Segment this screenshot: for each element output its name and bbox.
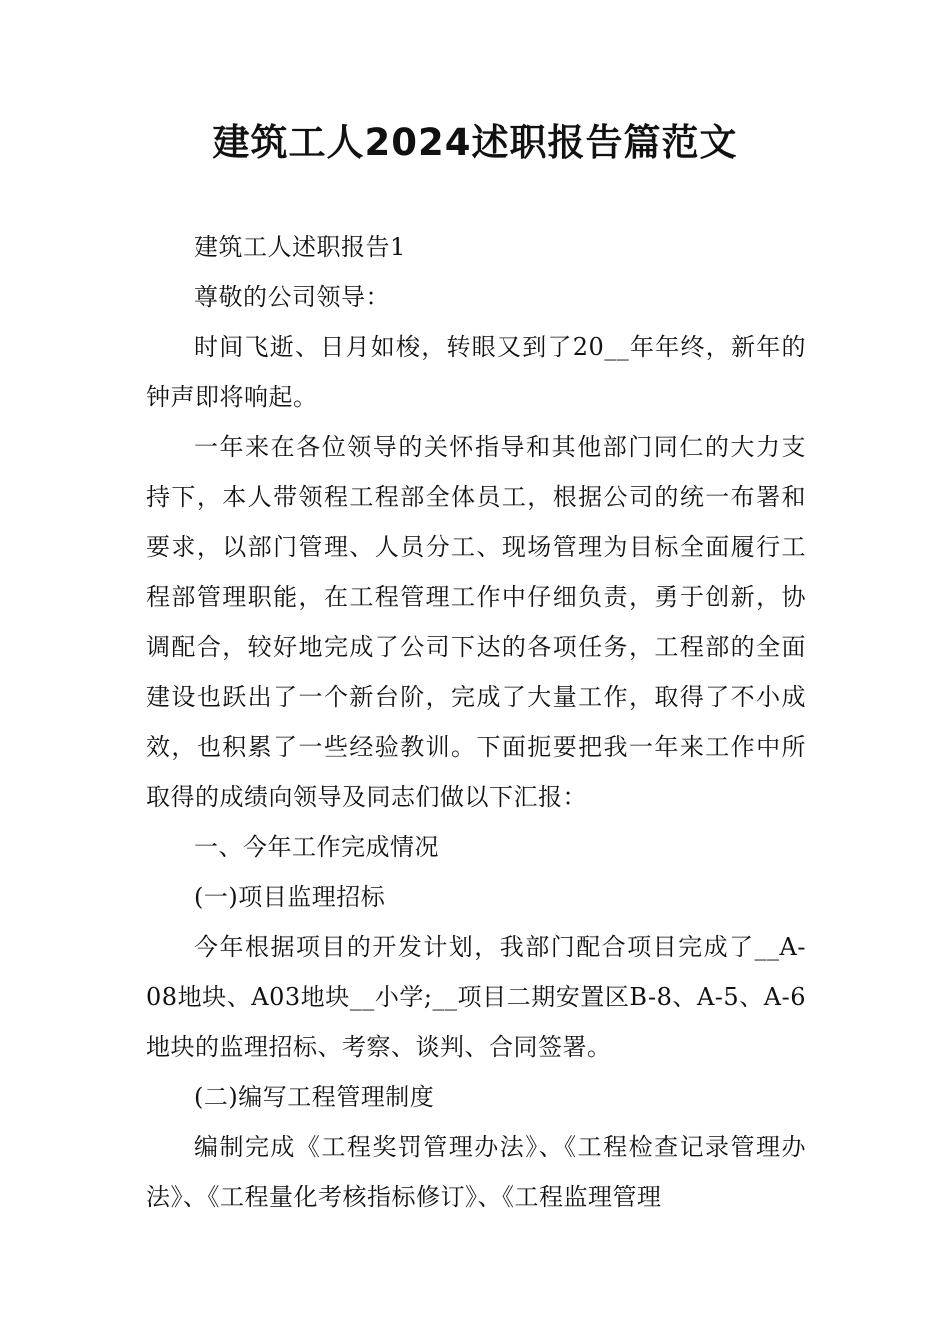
body-paragraph: 时间飞逝、日月如梭，转眼又到了20__年年终，新年的钟声即将响起。 (146, 333, 806, 411)
body-paragraph: 一年来在各位领导的关怀指导和其他部门同仁的大力支持下，本人带领程工程部全体员工，根据公司的统一布署和要求，以部门管理、人员分工、现场管理为目标全面履行工程部管理职能，在工程管理工作中仔细负责，勇于创新，协调配合，较好地完成了公司下达的各项任务，工程部的全面建设也跃出了一个新台阶，完成了大量工作，取得了不小成效，也积累了一些经验教训。下面扼要把我一年来工作中所取得的成绩向领导及同志们做以下汇报： (146, 433, 806, 811)
document-title: 建筑工人2024述职报告篇范文 (212, 121, 738, 164)
report-subtitle: 建筑工人述职报告1 (194, 233, 406, 261)
subsection-heading: (二)编写工程管理制度 (194, 1083, 435, 1111)
document-body (146, 222, 806, 1222)
body-paragraph: 今年根据项目的开发计划，我部门配合项目完成了__A-08地块、A03地块__小学;__项目二期安置区B-8、A-5、A-6地块的监理招标、考察、谈判、合同签署。 (146, 933, 806, 1061)
body-paragraph: 编制完成《工程奖罚管理办法》、《工程检查记录管理办法》、《工程量化考核指标修订》、《工程监理管理 (146, 1133, 806, 1211)
section-heading: 一、今年工作完成情况 (194, 833, 439, 861)
subsection-heading: (一)项目监理招标 (194, 883, 386, 911)
salutation: 尊敬的公司领导： (194, 283, 390, 311)
